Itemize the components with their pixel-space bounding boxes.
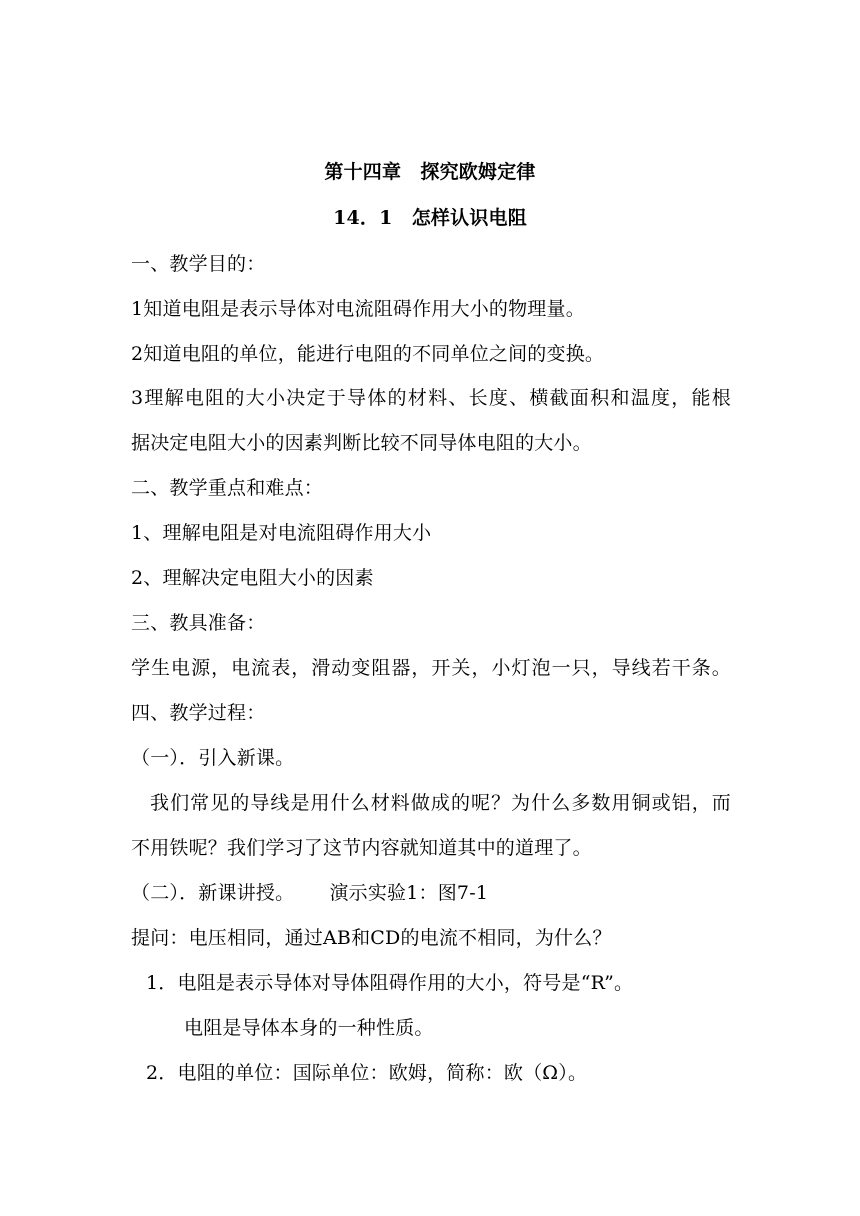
section-title: 14．1 怎样认识电阻 bbox=[333, 207, 527, 229]
goal-2: 2知道电阻的单位，能进行电阻的不同单位之间的变换。 bbox=[131, 343, 605, 365]
step-new-lesson: （二）．新课讲授。 演示实验1：图7-1 bbox=[131, 882, 489, 904]
key-point-2: 2、理解决定电阻大小的因素 bbox=[131, 567, 374, 589]
teaching-aids-list: 学生电源，电流表，滑动变阻器，开关，小灯泡一只，导线若干条。 bbox=[131, 657, 731, 679]
intro-paragraph-line-1: 我们常见的导线是用什么材料做成的呢？为什么多数用铜或铝，而 bbox=[150, 792, 731, 814]
chapter-title: 第十四章 探究欧姆定律 bbox=[324, 161, 536, 183]
point-resistance-definition: 1．电阻是表示导体对导体阻碍作用的大小，符号是“R”。 bbox=[146, 972, 634, 994]
point-resistance-property: 电阻是导体本身的一种性质。 bbox=[184, 1017, 434, 1039]
heading-teaching-goals: 一、教学目的： bbox=[131, 253, 266, 275]
goal-1: 1知道电阻是表示导体对电流阻碍作用大小的物理量。 bbox=[131, 298, 585, 320]
goal-3-line-2: 据决定电阻大小的因素判断比较不同导体电阻的大小。 bbox=[131, 432, 592, 454]
step-introduction: （一）．引入新课。 bbox=[131, 747, 295, 769]
intro-paragraph-line-2: 不用铁呢？我们学习了这节内容就知道其中的道理了。 bbox=[131, 837, 592, 859]
key-point-1: 1、理解电阻是对电流阻碍作用大小 bbox=[131, 522, 432, 544]
point-resistance-unit: 2．电阻的单位：国际单位：欧姆，简称：欧（Ω）。 bbox=[146, 1062, 588, 1084]
heading-teaching-process: 四、教学过程： bbox=[131, 702, 266, 724]
heading-teaching-aids: 三、教具准备： bbox=[131, 612, 266, 634]
heading-key-points: 二、教学重点和难点： bbox=[131, 477, 324, 499]
question-line: 提问：电压相同，通过AB和CD的电流不相同，为什么？ bbox=[131, 927, 612, 949]
goal-3-line-1: 3理解电阻的大小决定于导体的材料、长度、横截面积和温度，能根 bbox=[131, 387, 731, 409]
